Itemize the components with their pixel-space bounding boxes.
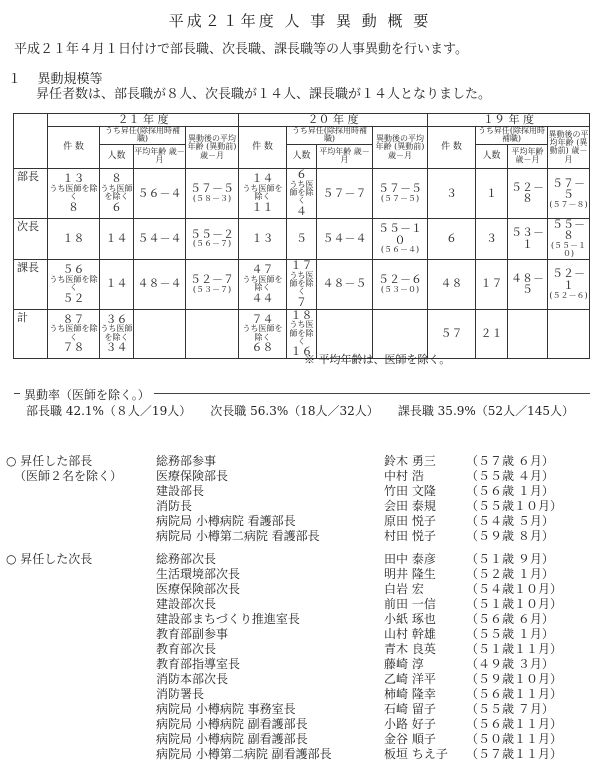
list-item-age: （４９歳 ３月）: [466, 657, 554, 671]
avg-cell: ５４－４: [317, 218, 373, 259]
list-item-name: 山村 幹雄: [384, 627, 436, 641]
promo-header: うち昇任(除採用時補職): [100, 127, 186, 145]
list-item-age: （５５歳１０月）: [466, 499, 563, 513]
people-header: 人数: [100, 144, 134, 168]
avg-age-header: 平均年齢 歳－月: [508, 144, 548, 168]
count-cell: ６: [428, 218, 476, 259]
promo-cell: ２１: [476, 309, 508, 358]
list-item-name: 乙崎 洋平: [384, 672, 436, 686]
list-item-pos: 病院局 小樽病院 副看護部長: [156, 732, 308, 746]
list-item-name: 竹田 文隆: [384, 484, 436, 498]
list-item-pos: 病院局 小樽病院 看護部長: [156, 514, 296, 528]
list-item-pos: 総務部次長: [156, 552, 217, 566]
avg-cell: ４８－４: [134, 259, 186, 309]
people-header: 人数: [287, 144, 317, 168]
list-item-age: （５９歳 ８月）: [466, 529, 554, 543]
avg-age-header: 平均年齢 歳－月: [134, 144, 186, 168]
year-header: ２１ 年 度: [48, 114, 239, 127]
promo-cell: ５: [287, 218, 317, 259]
count-cell: ４８: [428, 259, 476, 309]
empty-cell: [186, 309, 239, 358]
list-item-pos: 建設部長: [156, 484, 205, 498]
rate-values: [26, 402, 574, 419]
list-item-age: （５６歳１１月）: [466, 717, 563, 731]
people-header: 人数: [476, 144, 508, 168]
list-item-pos: 医療保険部次長: [156, 582, 241, 596]
list-item-age: （５７歳１１月）: [466, 747, 563, 761]
list-item-age: （５５歳 １月）: [466, 627, 554, 641]
promo-cell: １８ うち医師を除く １６: [287, 309, 317, 358]
list-item-name: 会田 泰規: [384, 499, 436, 513]
promo-cell: ８ うち医師を除く ６: [100, 168, 134, 218]
count-cell: ７４ うち医師を除く ６８: [239, 309, 287, 358]
list-item-name: 板垣 ちえ子: [384, 747, 448, 761]
list-item-age: （５０歳１１月）: [466, 732, 563, 746]
count-cell: １３ うち医師を除く ８: [48, 168, 100, 218]
prev-age-header: 異動後の平均年齢 (異動前) 歳－月: [548, 127, 590, 169]
list-item-name: 鈴木 勇三: [384, 454, 436, 468]
count-cell: ８７ うち医師を除く ７８: [48, 309, 100, 358]
list-item-pos: 病院局 小樽病院 事務室長: [156, 702, 296, 716]
promo-cell: １７: [476, 259, 508, 309]
table-note: ※ 平均年齢は、医師を除く。: [304, 353, 451, 366]
count-cell: ５７: [428, 309, 476, 358]
avg-cell: ５６－４: [134, 168, 186, 218]
list-item-pos: 総務部参事: [156, 454, 217, 468]
list-item-name: 藤崎 淳: [384, 657, 424, 671]
list-item-age: （５１歳１０月）: [466, 597, 563, 611]
promo-cell: １７ うち医師を除く ７: [287, 259, 317, 309]
count-header: 件 数: [48, 127, 100, 169]
after-cell: ５７－５ (５８－３): [186, 168, 239, 218]
table-row: [14, 218, 590, 259]
table-row: [14, 309, 590, 358]
count-header: 件 数: [239, 127, 287, 169]
after-cell: ５５－８ (５５－１０): [548, 218, 590, 259]
list-item-age: （５１歳１１月）: [466, 642, 563, 656]
after-cell: ５５－１０ (５６－４): [373, 218, 428, 259]
count-cell: ３: [428, 168, 476, 218]
section-summary: 昇任者数は、部長職が８人、次長職が１４人、課長職が１４人となりました。: [36, 87, 492, 102]
table-row: [14, 168, 590, 218]
stats-table: [13, 113, 590, 359]
list-item-name: 中村 浩: [384, 469, 424, 483]
section-number: １: [8, 72, 22, 87]
promo-cell: ３６ うち医師を除く ３４: [100, 309, 134, 358]
section-title: 異動規模等: [37, 72, 103, 87]
list-item-age: （５９歳１０月）: [466, 672, 563, 686]
list-item-age: （５４歳 ５月）: [466, 514, 554, 528]
table-row: [14, 259, 590, 309]
count-cell: ４７ うち医師を除く ４４: [239, 259, 287, 309]
rate-title: 異動率（医師を除く。）: [20, 386, 154, 403]
empty-cell: [508, 309, 548, 358]
list-item-age: （５６歳 １月）: [466, 484, 554, 498]
after-cell: ５２－７ (５３－７): [186, 259, 239, 309]
list-item-name: 村田 悦子: [384, 529, 436, 543]
row-label: 課長: [14, 259, 48, 309]
promo-cell: ６ うち医師を除く ４: [287, 168, 317, 218]
list-item-name: 金谷 順子: [384, 732, 436, 746]
row-label: 次長: [14, 218, 48, 259]
jicho-heading: ○ 昇任した次長: [6, 552, 93, 566]
rate-jicho: 次長職 56.3%（18人／32人）: [210, 404, 379, 418]
bucho-heading: ○ 昇任した部長: [6, 454, 93, 468]
promo-cell: １: [476, 168, 508, 218]
count-cell: １８: [48, 218, 100, 259]
list-item-age: （５５歳 ７月）: [466, 702, 554, 716]
after-cell: ５２－６ (５３－０): [373, 259, 428, 309]
list-item-pos: 教育部副参事: [156, 627, 229, 641]
list-item-pos: 消防本部次長: [156, 672, 229, 686]
list-item-name: 前田 一信: [384, 597, 436, 611]
list-item-name: 小路 好子: [384, 717, 436, 731]
list-item-name: 原田 悦子: [384, 514, 436, 528]
after-cell: ５２－１ (５２－６): [548, 259, 590, 309]
count-header: 件 数: [428, 127, 476, 169]
count-cell: １３: [239, 218, 287, 259]
rate-bucho: 部長職 42.1%（８人／19人）: [26, 404, 192, 418]
list-item-age: （５４歳１０月）: [466, 582, 563, 596]
promo-header: うち昇任(除採用時補職): [287, 127, 373, 145]
list-item-pos: 医療保険部長: [156, 469, 229, 483]
avg-cell: ５７－７: [317, 168, 373, 218]
corner-cell: [14, 114, 48, 169]
avg-cell: ５４－４: [134, 218, 186, 259]
promo-cell: １４: [100, 218, 134, 259]
list-item-pos: 建設部次長: [156, 597, 217, 611]
row-label: 部長: [14, 168, 48, 218]
year-header: ２０ 年 度: [239, 114, 428, 127]
list-item-age: （５１歳 ９月）: [466, 552, 554, 566]
list-item-age: （５６歳 ６月）: [466, 612, 554, 626]
count-cell: ５６ うち医師を除く ５２: [48, 259, 100, 309]
avg-cell: ４８－５: [317, 259, 373, 309]
avg-cell: ５２－８: [508, 168, 548, 218]
list-item-pos: 消防署長: [156, 687, 205, 701]
after-cell: ５７－５ (５７－５): [373, 168, 428, 218]
after-cell: ５５－２ (５６－７): [186, 218, 239, 259]
rate-kacho: 課長職 35.9%（52人／145人）: [397, 404, 574, 418]
page-title: 平成２１年度 人 事 異 動 概 要: [168, 12, 432, 30]
empty-cell: [134, 309, 186, 358]
avg-cell: ４８－５: [508, 259, 548, 309]
empty-cell: [548, 309, 590, 358]
list-item-pos: 教育部指導室長: [156, 657, 241, 671]
list-item-pos: 教育部次長: [156, 642, 217, 656]
list-item-age: （５６歳１１月）: [466, 687, 563, 701]
row-label: 計: [14, 309, 48, 358]
avg-age-header: 平均年齢 歳－月: [317, 144, 373, 168]
list-item-age: （５２歳 １月）: [466, 567, 554, 581]
bucho-subheading: （医師２名を除く）: [14, 469, 123, 483]
list-item-pos: 病院局 小樽第二病院 副看護部長: [156, 747, 332, 761]
list-item-age: （５５歳 ４月）: [466, 469, 554, 483]
prev-age-header: 異動後の平均年齢 (異動前) 歳－月: [186, 127, 239, 169]
intro-text: 平成２１年４月１日付けで部長職、次長職、課長職等の人事異動を行います。: [14, 42, 468, 57]
prev-age-header: 異動後の平均年齢 (異動前) 歳－月: [373, 127, 428, 169]
promo-header: うち昇任(除採用時補職): [476, 127, 548, 145]
list-item-pos: 病院局 小樽病院 副看護部長: [156, 717, 308, 731]
promo-cell: １４: [100, 259, 134, 309]
list-item-name: 小紙 琢也: [384, 612, 436, 626]
list-item-pos: 病院局 小樽第二病院 看護部長: [156, 529, 320, 543]
count-cell: １４ うち医師を除く １１: [239, 168, 287, 218]
year-header: １９ 年 度: [428, 114, 590, 127]
list-item-age: （５７歳 ６月）: [466, 454, 554, 468]
list-item-name: 白岩 宏: [384, 582, 424, 596]
list-item-name: 柿崎 隆幸: [384, 687, 436, 701]
list-item-name: 青木 良英: [384, 642, 436, 656]
list-item-pos: 生活環境部次長: [156, 567, 241, 581]
promo-cell: ３: [476, 218, 508, 259]
list-item-name: 明井 隆生: [384, 567, 436, 581]
after-cell: ５７－５ (５７－８): [548, 168, 590, 218]
list-item-name: 石崎 留子: [384, 702, 436, 716]
avg-cell: ５３－１: [508, 218, 548, 259]
list-item-name: 田中 泰彦: [384, 552, 436, 566]
list-item-pos: 消防長: [156, 499, 193, 513]
list-item-pos: 建設部まちづくり推進室長: [156, 612, 300, 626]
